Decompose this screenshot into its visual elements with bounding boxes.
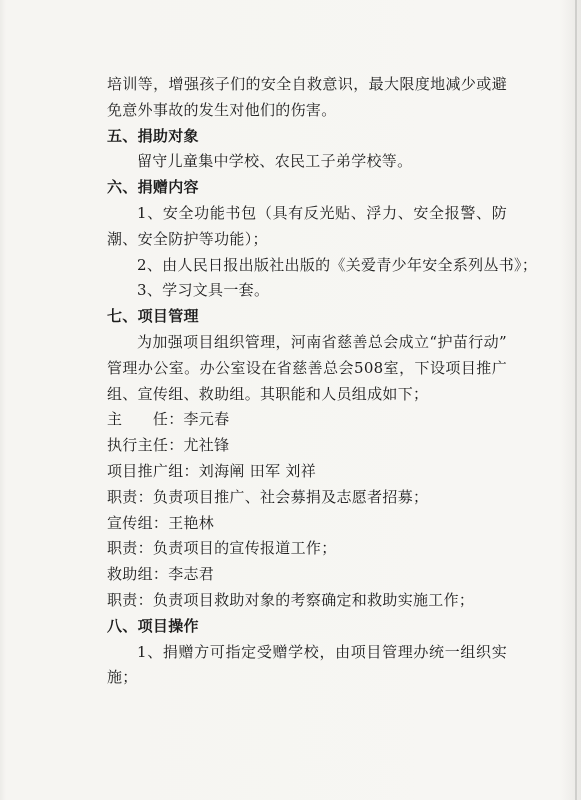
duty-entry: 职责：负责项目的宣传报道工作；	[107, 539, 337, 558]
body-line: 免意外事故的发生对他们的伤害。	[107, 100, 337, 119]
list-item: 1、捐赠方可指定受赠学校，由项目管理办统一组织实	[137, 642, 507, 661]
section-heading: 七、项目管理	[107, 307, 199, 326]
body-line: 为加强项目组织管理，河南省慈善总会成立“护苗行动”	[137, 332, 507, 351]
list-item: 3、学习文具一套。	[137, 281, 270, 300]
body-line: 培训等，增强孩子们的安全自救意识，最大限度地减少或避	[107, 75, 507, 93]
staff-entry: 宣传组：王艳林	[107, 513, 215, 532]
list-item: 2、由人民日报出版社出版的《关爱青少年安全系列丛书》；	[137, 255, 538, 274]
staff-entry: 项目推广组：刘海阐 田军 刘祥	[107, 461, 317, 480]
duty-entry: 职责：负责项目推广、社会募捐及志愿者招募；	[107, 487, 429, 506]
staff-entry: 主 任：李元春	[107, 410, 230, 429]
list-item-continuation: 施；	[107, 668, 138, 687]
page-edge-shadow	[575, 0, 577, 800]
list-item-continuation: 潮、安全防护等功能）；	[107, 229, 268, 248]
duty-entry: 职责：负责项目救助对象的考察确定和救助实施工作；	[107, 590, 475, 609]
section-heading: 六、捐赠内容	[107, 178, 199, 197]
staff-entry: 执行主任：尤社锋	[107, 436, 230, 455]
section-heading: 八、项目操作	[107, 616, 199, 635]
staff-entry: 救助组：李志君	[107, 565, 215, 584]
body-line: 组、宣传组、救助组。其职能和人员组成如下；	[107, 384, 429, 403]
document-body	[107, 72, 538, 691]
list-item: 1、安全功能书包（具有反光贴、浮力、安全报警、防	[137, 203, 507, 222]
body-line: 留守儿童集中学校、农民工子弟学校等。	[137, 152, 413, 171]
body-line: 管理办公室。办公室设在省慈善总会508室，下设项目推广	[107, 358, 507, 377]
section-heading: 五、捐助对象	[107, 126, 199, 145]
